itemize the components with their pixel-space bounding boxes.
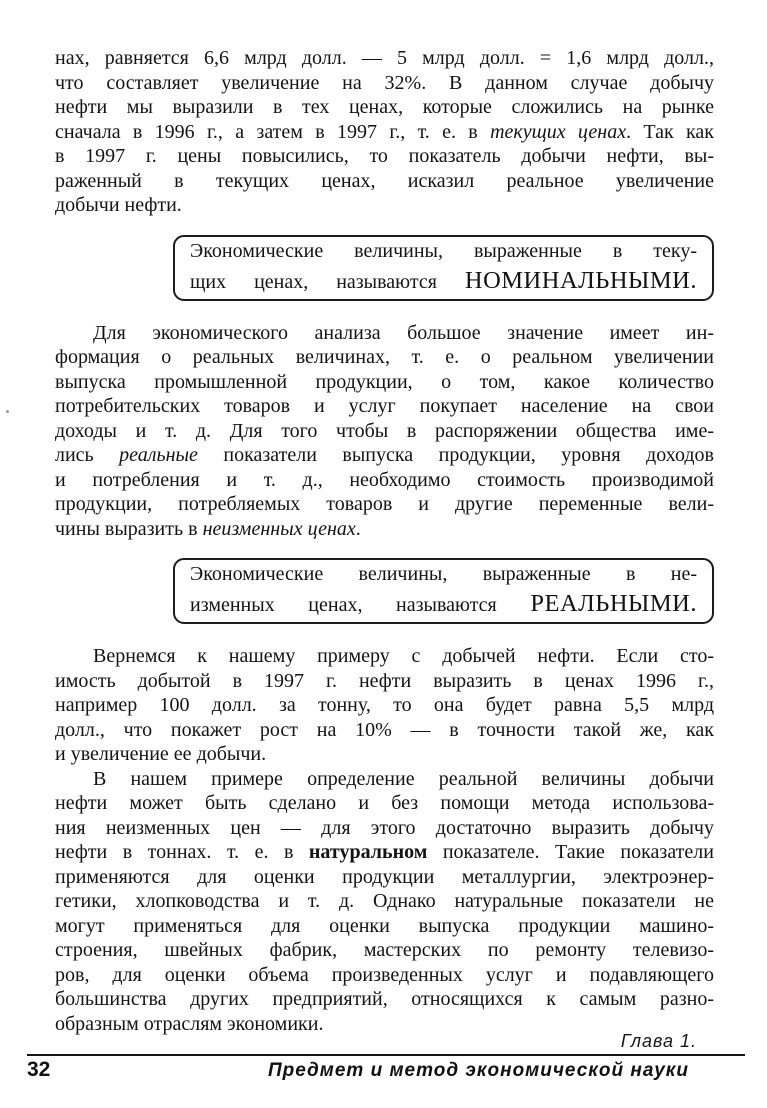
text-line: [55, 322, 714, 347]
text-run: показателе. Такие показатели: [427, 841, 714, 863]
text-line: [55, 121, 714, 146]
text-line: [55, 346, 714, 371]
text-line: [55, 670, 714, 695]
text-run: натуральном: [308, 841, 428, 863]
text-run: например 100 долл. за тонну, то она будет равна 5,5 млрд: [55, 694, 714, 716]
text-run: могут применяться для оценки выпуска продукции машино-: [55, 914, 714, 937]
text-line: [55, 915, 714, 940]
page-number: 32: [27, 1058, 51, 1081]
text-line: [55, 194, 714, 219]
text-line: [55, 719, 714, 744]
text-line: [55, 493, 714, 518]
text-run: нефти мы выразили в тех ценах, которые сложились на рынке: [55, 96, 714, 118]
text-run: показатели выпуска продукции, уровня доходов: [197, 444, 714, 466]
body-paragraph: [55, 768, 714, 1038]
text-run: продукции, потребляемых товаров и другие переменные вели-: [55, 493, 714, 515]
footer-rule: [27, 1054, 745, 1056]
text-run: неизменных ценах: [202, 517, 356, 540]
text-run: В нашем примере определение реальной величины добычи: [93, 767, 714, 790]
text-run: реальные: [119, 444, 198, 466]
definition-box: [173, 558, 714, 624]
text-line: [55, 964, 714, 989]
scan-artifact: [6, 410, 9, 413]
text-line: [55, 743, 714, 768]
text-run: сначала в 1996 г., а затем в 1997 г., т. е. в: [55, 120, 491, 143]
text-line: [190, 240, 697, 267]
text-line: [55, 395, 714, 420]
text-run: лись: [55, 444, 120, 466]
text-line: [55, 469, 714, 494]
text-run: .: [355, 517, 361, 540]
text-line: [55, 371, 714, 396]
text-run: имость добытой в 1997 г. нефти выразить в ценах 1996 г.,: [55, 669, 714, 692]
text-run: Экономические величины, выраженные в не-: [190, 563, 697, 585]
text-line: [55, 817, 714, 842]
text-run: нефти в тоннах. т. е. в: [55, 841, 309, 863]
text-line: [55, 841, 714, 866]
text-line: [55, 96, 714, 121]
text-run: нефти может быть сделано и без помощи метода использова-: [55, 792, 714, 814]
text-run: большинства других предприятий, относящихся к самым разно-: [55, 988, 714, 1010]
text-line: [190, 590, 697, 617]
text-run: Экономические величины, выраженные в теку-: [190, 239, 697, 262]
text-run: и увеличение ее добычи.: [55, 743, 267, 765]
text-run: щих ценах, называются: [190, 270, 465, 293]
text-run: ров, для оценки объема произведенных услуг и подавляющего: [55, 963, 714, 986]
text-line: [55, 444, 714, 469]
text-run: Вернемся к нашему примеру с добычей нефти. Если сто-: [93, 645, 714, 667]
text-run: Для экономического анализа большое значение имеет ин-: [93, 321, 714, 344]
text-run: в 1997 г. цены повысились, то показатель добычи нефти, вы-: [55, 145, 714, 167]
text-run: доходы и т. д. Для того чтобы в распоряжении общества име-: [55, 419, 714, 442]
text-run: формация о реальных величинах, т. е. о реальном увеличении: [55, 346, 714, 368]
text-line: [55, 939, 714, 964]
text-run: изменных ценах, называются: [190, 594, 531, 616]
chapter-label: Глава 1.: [620, 1031, 697, 1051]
text-run: потребительских товаров и услуг покупает население на свои: [55, 395, 714, 417]
text-run: строения, швейных фабрик, мастерских по ремонту телевизо-: [55, 939, 714, 961]
text-run: ния неизменных цен — для этого достаточно выразить добычу: [55, 816, 714, 839]
text-line: [190, 267, 697, 294]
text-line: [55, 145, 714, 170]
text-run: выпуска промышленной продукции, о том, какое количество: [55, 370, 714, 393]
text-line: [55, 866, 714, 891]
text-run: нах, равняется 6,6 млрд долл. — 5 млрд долл. = 1,6 млрд долл.,: [55, 47, 714, 69]
text-run: что составляет увеличение на 32%. В данном случае добычу: [55, 71, 714, 94]
body-paragraph: [55, 645, 714, 768]
text-line: [55, 890, 714, 915]
text-line: [55, 792, 714, 817]
body-paragraph: [55, 322, 714, 543]
definition-term: НОМИНАЛЬНЫМИ.: [464, 266, 697, 294]
definition-box: [173, 235, 714, 301]
text-run: и потребления и т. д., необходимо стоимость производимой: [55, 468, 714, 491]
text-line: [55, 170, 714, 195]
text-line: [55, 420, 714, 445]
text-run: добычи нефти.: [55, 194, 182, 216]
text-run: применяются для оценки продукции металлургии, электроэнер-: [55, 865, 714, 888]
text-line: [55, 518, 714, 543]
text-run: долл., что покажет рост на 10% — в точности такой же, как: [55, 718, 714, 741]
definition-term: РЕАЛЬНЫМИ.: [530, 590, 697, 617]
body-paragraph: [55, 47, 714, 219]
text-run: чины выразить в: [55, 517, 203, 540]
text-run: раженный в текущих ценах, исказил реальное увеличение: [55, 169, 714, 192]
text-line: [55, 694, 714, 719]
text-line: [55, 47, 714, 72]
text-run: текущих ценах: [490, 120, 627, 143]
text-run: . Так как: [626, 120, 714, 143]
text-line: [190, 563, 697, 590]
text-line: [55, 768, 714, 793]
running-title: Предмет и метод экономической науки: [267, 1060, 689, 1081]
text-run: гетики, хлопководства и т. д. Однако натуральные показатели не: [55, 890, 714, 912]
text-line: [55, 1013, 714, 1038]
text-line: [55, 72, 714, 97]
text-line: [55, 645, 714, 670]
page-body: [55, 47, 714, 1037]
text-line: [55, 988, 714, 1013]
text-run: образным отраслям экономики.: [55, 1012, 324, 1035]
